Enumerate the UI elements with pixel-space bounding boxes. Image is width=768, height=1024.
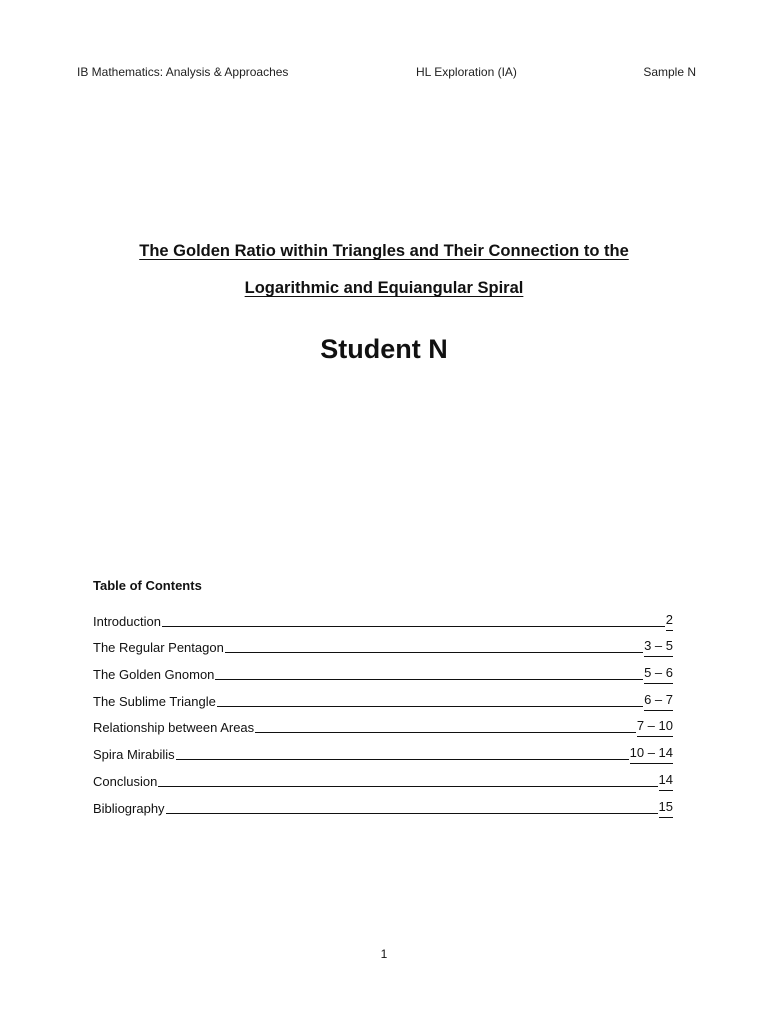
toc-entry: [93, 684, 673, 711]
toc-entry-label: Relationship between Areas: [93, 720, 255, 736]
toc-entry-pages: 10 – 14: [630, 745, 673, 764]
toc-entry-label: Introduction: [93, 613, 161, 629]
toc-entry-pages: 14: [659, 772, 673, 791]
toc-leader-line: [176, 758, 629, 760]
toc-entry: [93, 604, 673, 631]
title-line-1: The Golden Ratio within Triangles and Their Connection to the: [139, 242, 629, 260]
toc-entry: [93, 711, 673, 738]
toc-entry-pages: 3 – 5: [644, 638, 673, 657]
page-number: 1: [380, 947, 388, 961]
toc-leader-line: [158, 785, 657, 787]
toc-entry: [93, 631, 673, 658]
toc-leader-line: [162, 625, 665, 627]
toc-entry-label: The Golden Gnomon: [93, 667, 215, 683]
author-name: Student N: [320, 334, 448, 364]
header-course: IB Mathematics: Analysis & Approaches: [77, 65, 289, 79]
toc-entry-pages: 7 – 10: [637, 718, 673, 737]
toc-entry-label: Bibliography: [93, 800, 165, 816]
header-assessment: HL Exploration (IA): [416, 65, 517, 79]
toc-entry-label: The Regular Pentagon: [93, 640, 224, 656]
toc-leader-line: [225, 651, 643, 653]
toc-entry-label: Conclusion: [93, 773, 158, 789]
toc-entry: [93, 791, 673, 818]
title-line-2: Logarithmic and Equiangular Spiral: [244, 279, 524, 297]
toc-entry-pages: 6 – 7: [644, 692, 673, 711]
toc-leader-line: [166, 812, 658, 814]
toc-entry-label: The Sublime Triangle: [93, 693, 216, 709]
toc-entry-pages: 2: [666, 612, 673, 631]
toc-list: [93, 604, 673, 818]
toc-entry-label: Spira Mirabilis: [93, 747, 175, 763]
toc-entry-pages: 5 – 6: [644, 665, 673, 684]
page-header: [77, 64, 696, 80]
toc-leader-line: [255, 731, 636, 733]
table-of-contents: [93, 577, 673, 818]
toc-entry: [93, 657, 673, 684]
toc-leader-line: [217, 705, 643, 707]
toc-heading: Table of Contents: [93, 578, 202, 593]
toc-entry: [93, 764, 673, 791]
toc-entry: [93, 737, 673, 764]
toc-entry-pages: 15: [659, 799, 673, 818]
header-sample: Sample N: [643, 65, 696, 79]
toc-leader-line: [215, 678, 643, 680]
